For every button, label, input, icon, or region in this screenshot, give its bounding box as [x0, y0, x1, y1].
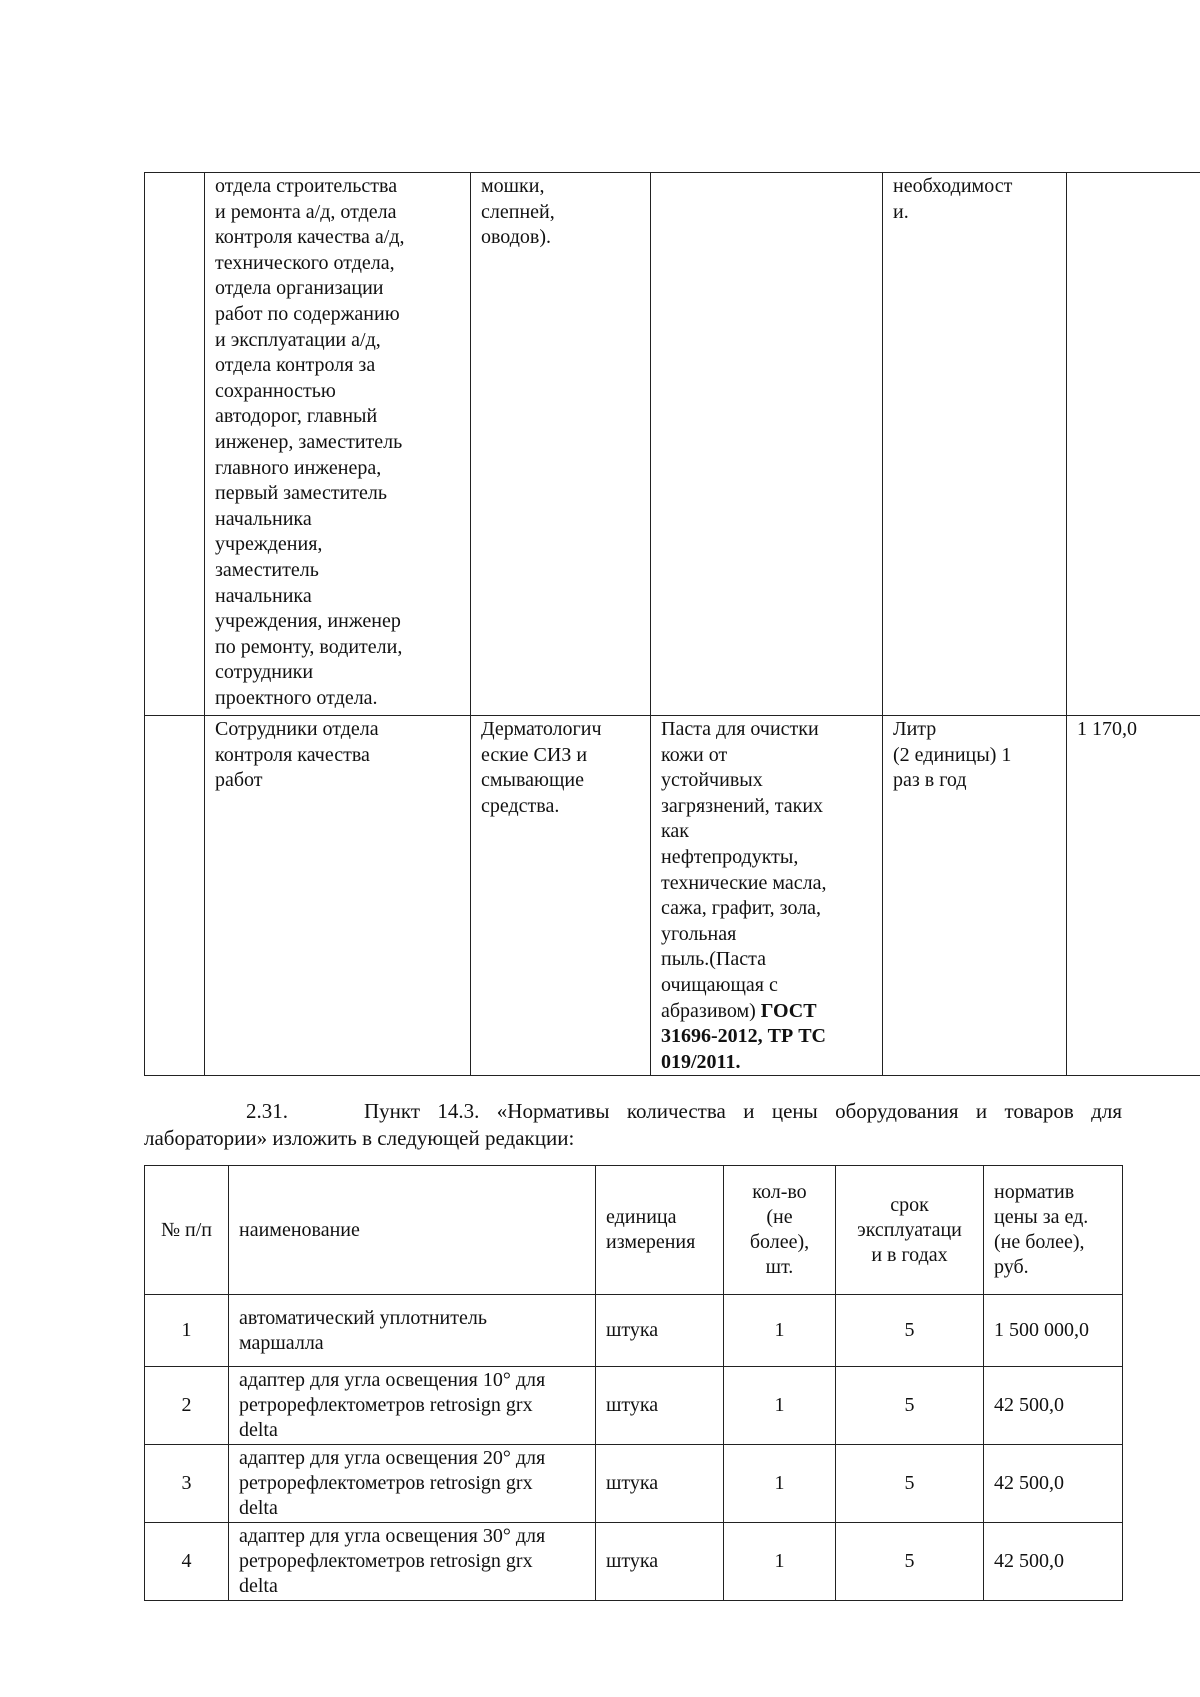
row-number-cell: 4 — [145, 1523, 229, 1601]
header-number: № п/п — [145, 1166, 229, 1295]
item-name-cell: адаптер для угла освещения 30° для ретрорефлектометров retrosign grx delta — [229, 1523, 596, 1601]
employees-cell: отдела строительства и ремонта а/д, отдела контроля качества а/д, технического отдела, отдела организации работ по содержанию и эксплуатации а/д, отдела контроля за сохранностью автодорог, главный инженер, заместитель главного инженера, первый заместитель начальника учреждения, заместитель начальника учреждения, инженер по ремонту, водители, сотрудники проектного отдела. — [205, 173, 471, 716]
header-unit: единица измерения — [596, 1166, 724, 1295]
price-cell: 1 500 000,0 — [984, 1295, 1123, 1367]
paragraph-line-1 — [144, 1098, 1122, 1125]
unit-cell: штука — [596, 1523, 724, 1601]
item-name-cell: адаптер для угла освещения 10° для ретрорефлектометров retrosign grx delta — [229, 1367, 596, 1445]
unit-cell: штука — [596, 1367, 724, 1445]
row-number-cell — [145, 716, 205, 1076]
table-row — [145, 1367, 1123, 1445]
table-row — [145, 1295, 1123, 1367]
unit-cell: штука — [596, 1295, 724, 1367]
table-row — [145, 1523, 1123, 1601]
quantity-cell: 1 — [724, 1445, 836, 1523]
header-service-life: срок эксплуатаци и в годах — [836, 1166, 984, 1295]
employees-cell: Сотрудники отдела контроля качества работ — [205, 716, 471, 1076]
row-number-cell — [145, 173, 205, 716]
service-life-cell: 5 — [836, 1367, 984, 1445]
quantity-cell: 1 — [724, 1295, 836, 1367]
row-number-cell: 2 — [145, 1367, 229, 1445]
price-cell — [1067, 173, 1200, 716]
gost-standard-text: ГОСТ 31696-2012, ТР ТС 019/2011. — [661, 999, 826, 1073]
clause-number: 2.31. — [246, 1099, 288, 1123]
price-cell: 1 170,0 — [1067, 716, 1200, 1076]
table-row — [145, 1445, 1123, 1523]
amendment-paragraph — [144, 1098, 1122, 1152]
row-number-cell: 1 — [145, 1295, 229, 1367]
quantity-cell: 1 — [724, 1367, 836, 1445]
header-quantity: кол-во (не более), шт. — [724, 1166, 836, 1295]
item-name-cell: адаптер для угла освещения 20° для ретрорефлектометров retrosign grx delta — [229, 1445, 596, 1523]
paragraph-line-2: лаборатории» изложить в следующей редакции: — [144, 1126, 575, 1150]
price-cell: 42 500,0 — [984, 1367, 1123, 1445]
clause-text: Пункт 14.3. «Нормативы количества и цены оборудования и товаров для — [364, 1099, 1122, 1123]
quantity-cell: 1 — [724, 1523, 836, 1601]
ppe-type-cell: мошки, слепней, оводов). — [471, 173, 651, 716]
ppe-description-cell — [651, 716, 883, 1076]
quantity-cell: необходимост и. — [883, 173, 1067, 716]
ppe-type-cell: Дерматологич еские СИЗ и смывающие средства. — [471, 716, 651, 1076]
table-row — [145, 716, 1200, 1076]
header-price: норматив цены за ед. (не более), руб. — [984, 1166, 1123, 1295]
header-name: наименование — [229, 1166, 596, 1295]
item-name-cell: автоматический уплотнитель маршалла — [229, 1295, 596, 1367]
table-header-row — [145, 1166, 1123, 1295]
price-cell: 42 500,0 — [984, 1445, 1123, 1523]
service-life-cell: 5 — [836, 1523, 984, 1601]
unit-cell: штука — [596, 1445, 724, 1523]
lab-equipment-norms-table — [144, 1165, 1123, 1601]
ppe-description-cell — [651, 173, 883, 716]
equipment-norms-table-continued — [144, 172, 1200, 1076]
description-text: Паста для очистки кожи от устойчивых загрязнений, таких как нефтепродукты, технические масла, сажа, графит, зола, угольная пыль.(Паста очищающая с абразивом) — [661, 718, 827, 1022]
price-cell: 42 500,0 — [984, 1523, 1123, 1601]
service-life-cell: 5 — [836, 1295, 984, 1367]
quantity-cell: Литр (2 единицы) 1 раз в год — [883, 716, 1067, 1076]
table-row — [145, 173, 1200, 716]
service-life-cell: 5 — [836, 1445, 984, 1523]
row-number-cell: 3 — [145, 1445, 229, 1523]
